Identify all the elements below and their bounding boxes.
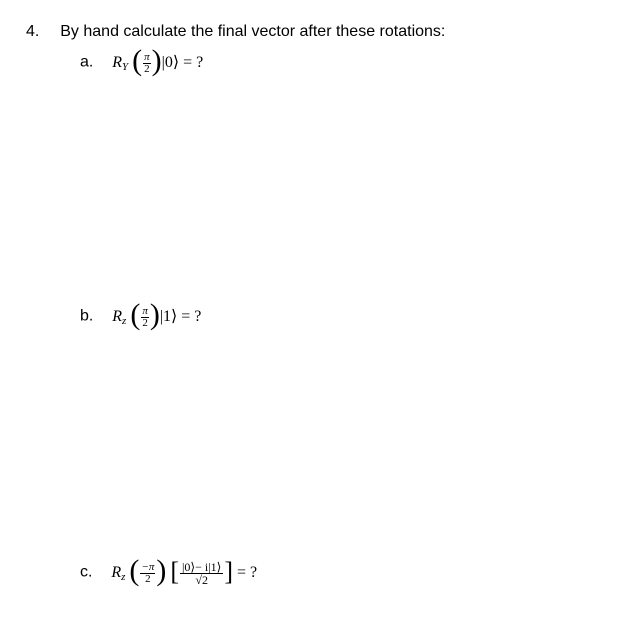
part-b-label: b.: [80, 307, 94, 325]
part-c-tail: = ?: [236, 563, 258, 581]
part-c-label: c.: [80, 563, 93, 581]
part-c-angle: $\frac{-\pi}{2}$: [141, 560, 155, 585]
part-a-label: a.: [80, 53, 94, 71]
question-heading: [26, 22, 445, 42]
part-b: b. Rz ( $\frac{\pi}{2}$ )|1⟩ = ?: [80, 298, 202, 331]
part-c-state: $\frac{|0⟩- i|1⟩}{√2}$: [182, 559, 222, 587]
part-a-tail: = ?: [183, 53, 204, 71]
part-a-state: |0⟩: [161, 53, 180, 71]
part-a: a. RY ( $\frac{\pi}{2}$ )|0⟩ = ?: [80, 44, 204, 77]
part-c: c. Rz ( $\frac{-\pi}{2}$ ) [ $\frac{|0⟩- i|1⟩}{√2}$ ] = ?: [80, 554, 258, 587]
part-a-subscript: Y: [122, 60, 129, 73]
part-b-operator: R: [112, 307, 123, 325]
part-b-state: |1⟩: [159, 307, 178, 325]
question-number: 4.: [26, 23, 40, 40]
part-c-subscript: z: [121, 570, 126, 583]
part-a-angle: $\frac{\pi}{2}$: [144, 50, 150, 75]
part-b-angle: $\frac{\pi}{2}$: [142, 304, 148, 329]
part-b-tail: = ?: [181, 307, 202, 325]
question-text: By hand calculate the final vector after these rotations:: [60, 23, 446, 40]
part-c-operator: R: [111, 563, 122, 581]
part-b-subscript: z: [122, 314, 127, 327]
part-a-operator: R: [112, 53, 123, 71]
